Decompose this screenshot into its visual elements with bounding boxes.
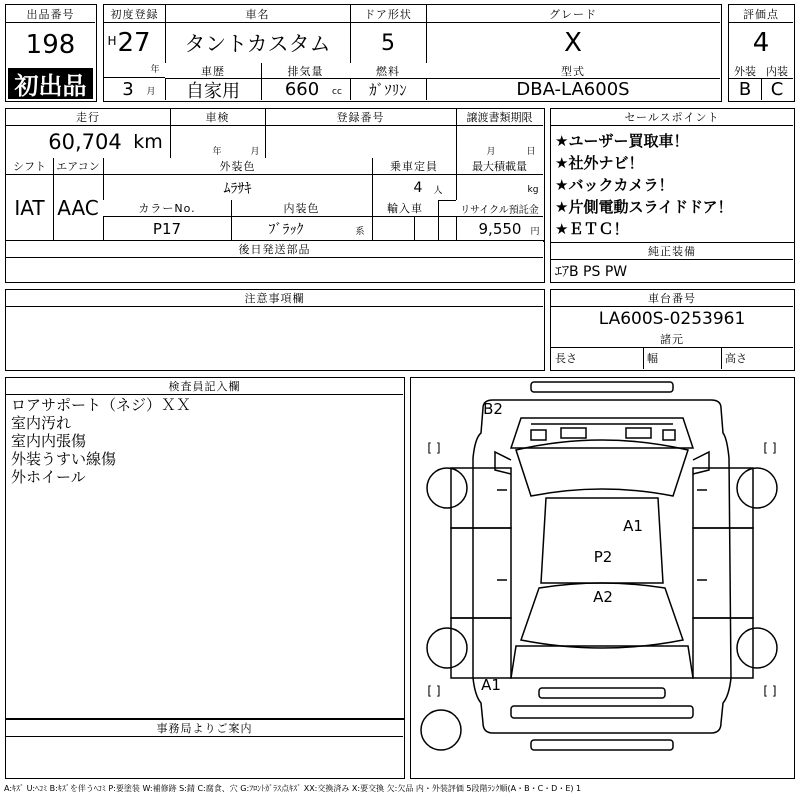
score: 4 bbox=[752, 28, 770, 58]
transfer-label: 譲渡書類期限 bbox=[456, 109, 543, 125]
ac-label: エアコン bbox=[53, 158, 103, 174]
ext-color: ﾑﾗｻｷ bbox=[223, 180, 252, 197]
notes-label: 注意事項欄 bbox=[6, 290, 543, 306]
damage-mark-p2: P2 bbox=[593, 548, 613, 566]
shift-label: シフト bbox=[6, 158, 53, 174]
color-no-label: カラーNo. bbox=[103, 200, 231, 216]
recycle-unit: 円 bbox=[530, 226, 540, 237]
damage-diagram bbox=[410, 377, 795, 779]
doors: 5 bbox=[381, 30, 395, 56]
model-label: 型式 bbox=[426, 63, 720, 78]
transfer-day-unit: 日 bbox=[526, 146, 536, 157]
capacity-unit: 人 bbox=[433, 185, 443, 196]
bracket-left-upper: [ ] bbox=[427, 441, 441, 455]
equipment-label: 純正装備 bbox=[551, 243, 793, 259]
car-name-label: 車名 bbox=[165, 5, 350, 22]
mileage-unit: km bbox=[133, 131, 163, 153]
lot-number-box bbox=[5, 4, 97, 102]
inspector-label: 検査員記入欄 bbox=[6, 378, 403, 394]
mileage-label: 走行 bbox=[6, 109, 170, 125]
chassis-number: LA600S-0253961 bbox=[598, 309, 746, 329]
inspector-line: 外ホイール bbox=[11, 468, 86, 486]
mileage: 60,704 bbox=[48, 130, 122, 154]
shift: IAT bbox=[14, 195, 45, 220]
color-no: P17 bbox=[152, 219, 182, 238]
sales-point-item: ★バックカメラ！ bbox=[555, 175, 674, 194]
load-label: 最大積載量 bbox=[456, 158, 543, 174]
interior-score: C bbox=[770, 79, 784, 100]
later-parts-label: 後日発送部品 bbox=[6, 241, 543, 257]
sales-point-item: ★片側電動スライドドア！ bbox=[555, 197, 733, 216]
exterior-label: 外装 bbox=[729, 63, 761, 78]
inspector-line: 外装うすい線傷 bbox=[11, 450, 117, 468]
import-label: 輸入車 bbox=[372, 200, 438, 216]
displacement: 660 bbox=[284, 79, 320, 100]
car-name: タントカスタム bbox=[184, 32, 331, 56]
specs-label: 諸元 bbox=[551, 331, 793, 347]
int-color-label: 内装色 bbox=[231, 200, 372, 216]
equipment-value: ｴｱB PS PW bbox=[555, 263, 628, 280]
score-label: 評価点 bbox=[729, 5, 793, 22]
first-listing-badge: 初出品 bbox=[8, 68, 93, 99]
lot-number: 198 bbox=[25, 30, 76, 60]
office-label: 事務局よりご案内 bbox=[6, 720, 403, 736]
recycle-deposit: 9,550 bbox=[478, 219, 522, 238]
inspector-line: 室内内張傷 bbox=[11, 432, 87, 450]
bracket-right-upper: [ ] bbox=[763, 441, 777, 455]
era: H bbox=[107, 34, 117, 48]
year-unit: 年 bbox=[150, 64, 160, 75]
damage-mark-a1-upper: A1 bbox=[623, 517, 643, 535]
reg-year: 27 bbox=[117, 28, 151, 58]
month-unit: 月 bbox=[146, 86, 156, 97]
damage-mark-b2: B2 bbox=[483, 400, 503, 418]
sales-point-item: ★社外ナビ！ bbox=[555, 153, 644, 172]
recycle-label: リサイクル預託金 bbox=[456, 200, 543, 216]
bracket-right-lower: [ ] bbox=[763, 684, 777, 698]
fuel: ｶﾞｿﾘﾝ bbox=[369, 81, 407, 99]
legend: A:ｷｽﾞ U:ﾍｺﾐ B:ｷｽﾞを伴うﾍｺﾐ P:要塗装 W:補修跡 S:錆 C:腐食、穴 G:ﾌﾛﾝﾄｶﾞﾗｽ点ｷｽﾞ XX:交換済み X:要交換 欠:欠品 内・外装評価 5段階ﾗﾝｸ順(A・B・C・D・E) 1 bbox=[4, 783, 582, 793]
inspection-month-unit: 月 bbox=[250, 146, 260, 157]
spec-height-label: 高さ bbox=[725, 352, 747, 365]
history-label: 車歴 bbox=[165, 63, 261, 78]
spec-length-label: 長さ bbox=[555, 352, 577, 365]
lot-number-label: 出品番号 bbox=[6, 5, 95, 22]
sales-point-item: ★ユーザー買取車！ bbox=[555, 131, 689, 150]
bracket-left-lower: [ ] bbox=[427, 684, 441, 698]
notes-box bbox=[5, 289, 545, 371]
grade-label: グレード bbox=[426, 5, 720, 22]
grade: X bbox=[564, 28, 582, 58]
spec-width-label: 幅 bbox=[647, 352, 658, 365]
inspector-box bbox=[5, 377, 405, 719]
interior-label: 内装 bbox=[761, 63, 793, 78]
score-box bbox=[728, 4, 795, 102]
load-unit: kg bbox=[527, 185, 539, 195]
vehicle-info-box bbox=[103, 4, 722, 102]
details-box bbox=[5, 108, 545, 242]
displacement-unit: cc bbox=[332, 87, 342, 97]
damage-mark-a1-lower: A1 bbox=[481, 676, 501, 694]
exterior-score: B bbox=[738, 79, 752, 100]
car-outline-diagram bbox=[411, 378, 793, 777]
inspection-label: 車検 bbox=[170, 109, 265, 125]
reg-month: 3 bbox=[122, 79, 134, 99]
int-color: ﾌﾞﾗｯｸ bbox=[268, 221, 304, 238]
transfer-month-unit: 月 bbox=[486, 146, 496, 157]
reg-no-label: 登録番号 bbox=[265, 109, 456, 125]
inspection-year-unit: 年 bbox=[212, 146, 222, 157]
capacity: 4 bbox=[413, 179, 423, 196]
inspector-line: ロアサポート（ネジ）ＸＸ bbox=[11, 396, 192, 414]
capacity-label: 乗車定員 bbox=[372, 158, 456, 174]
doors-label: ドア形状 bbox=[350, 5, 426, 22]
fuel-label: 燃料 bbox=[350, 63, 426, 78]
displacement-label: 排気量 bbox=[261, 63, 350, 78]
ext-color-label: 外装色 bbox=[103, 158, 372, 174]
first-reg-label: 初度登録 bbox=[104, 5, 165, 22]
damage-mark-a2: A2 bbox=[593, 588, 613, 606]
equipment-box bbox=[550, 242, 795, 283]
chassis-box bbox=[550, 289, 795, 371]
sales-points-label: セールスポイント bbox=[551, 109, 793, 125]
sales-point-item: ★ＥＴＣ！ bbox=[555, 219, 629, 238]
int-color-unit: 系 bbox=[355, 226, 365, 237]
chassis-label: 車台番号 bbox=[551, 290, 793, 306]
office-box bbox=[5, 719, 405, 779]
model: DBA-LA600S bbox=[516, 79, 630, 100]
ac: AAC bbox=[57, 195, 99, 220]
history: 自家用 bbox=[186, 80, 240, 100]
inspector-line: 室内汚れ bbox=[11, 414, 72, 432]
sales-points-box bbox=[550, 108, 795, 243]
later-parts-box bbox=[5, 240, 545, 283]
